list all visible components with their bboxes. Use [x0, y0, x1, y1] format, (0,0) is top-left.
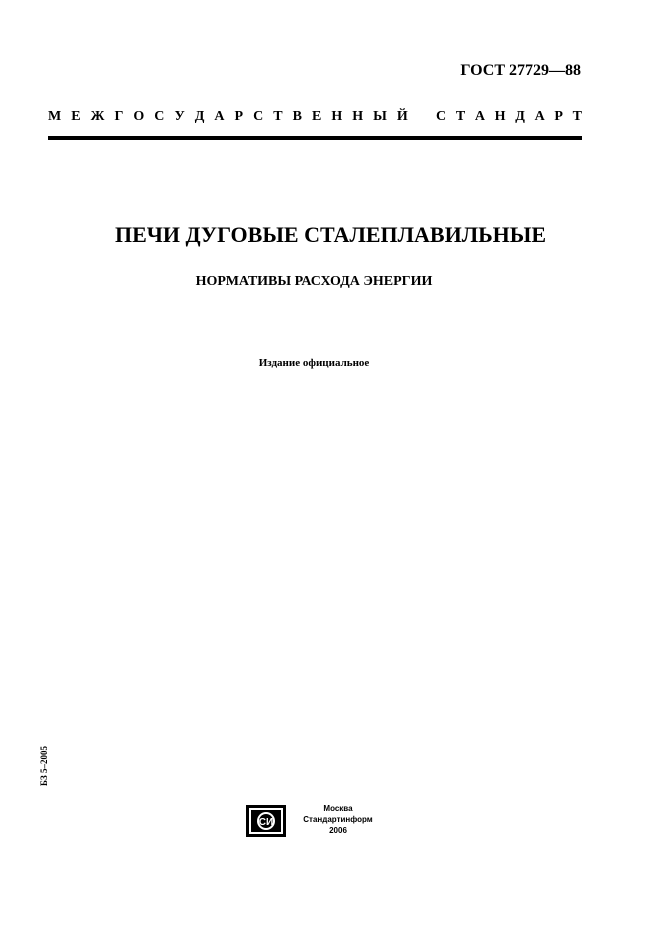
publisher-year: 2006: [329, 826, 347, 835]
publisher-name: Стандартинформ: [303, 815, 373, 824]
document-title: ПЕЧИ ДУГОВЫЕ СТАЛЕПЛАВИЛЬНЫЕ: [114, 222, 547, 247]
standard-type-heading: [48, 108, 582, 126]
logo-text: СИ: [258, 817, 274, 828]
header-rule: [48, 136, 582, 140]
side-code: БЗ 5–2005: [39, 746, 49, 786]
publisher-info: [296, 803, 380, 836]
gost-number: ГОСТ 27729—88: [460, 62, 581, 79]
document-subtitle: НОРМАТИВЫ РАСХОДА ЭНЕРГИИ: [195, 274, 433, 289]
edition-note: Издание официальное: [258, 357, 370, 369]
standartinform-logo-icon: [246, 805, 286, 837]
standard-type-word-1: М Е Ж Г О С У Д А Р С Т В Е Н Н Ы Й: [48, 109, 408, 124]
publisher-city: Москва: [323, 804, 353, 813]
standard-type-word-2: С Т А Н Д А Р Т: [436, 109, 582, 124]
